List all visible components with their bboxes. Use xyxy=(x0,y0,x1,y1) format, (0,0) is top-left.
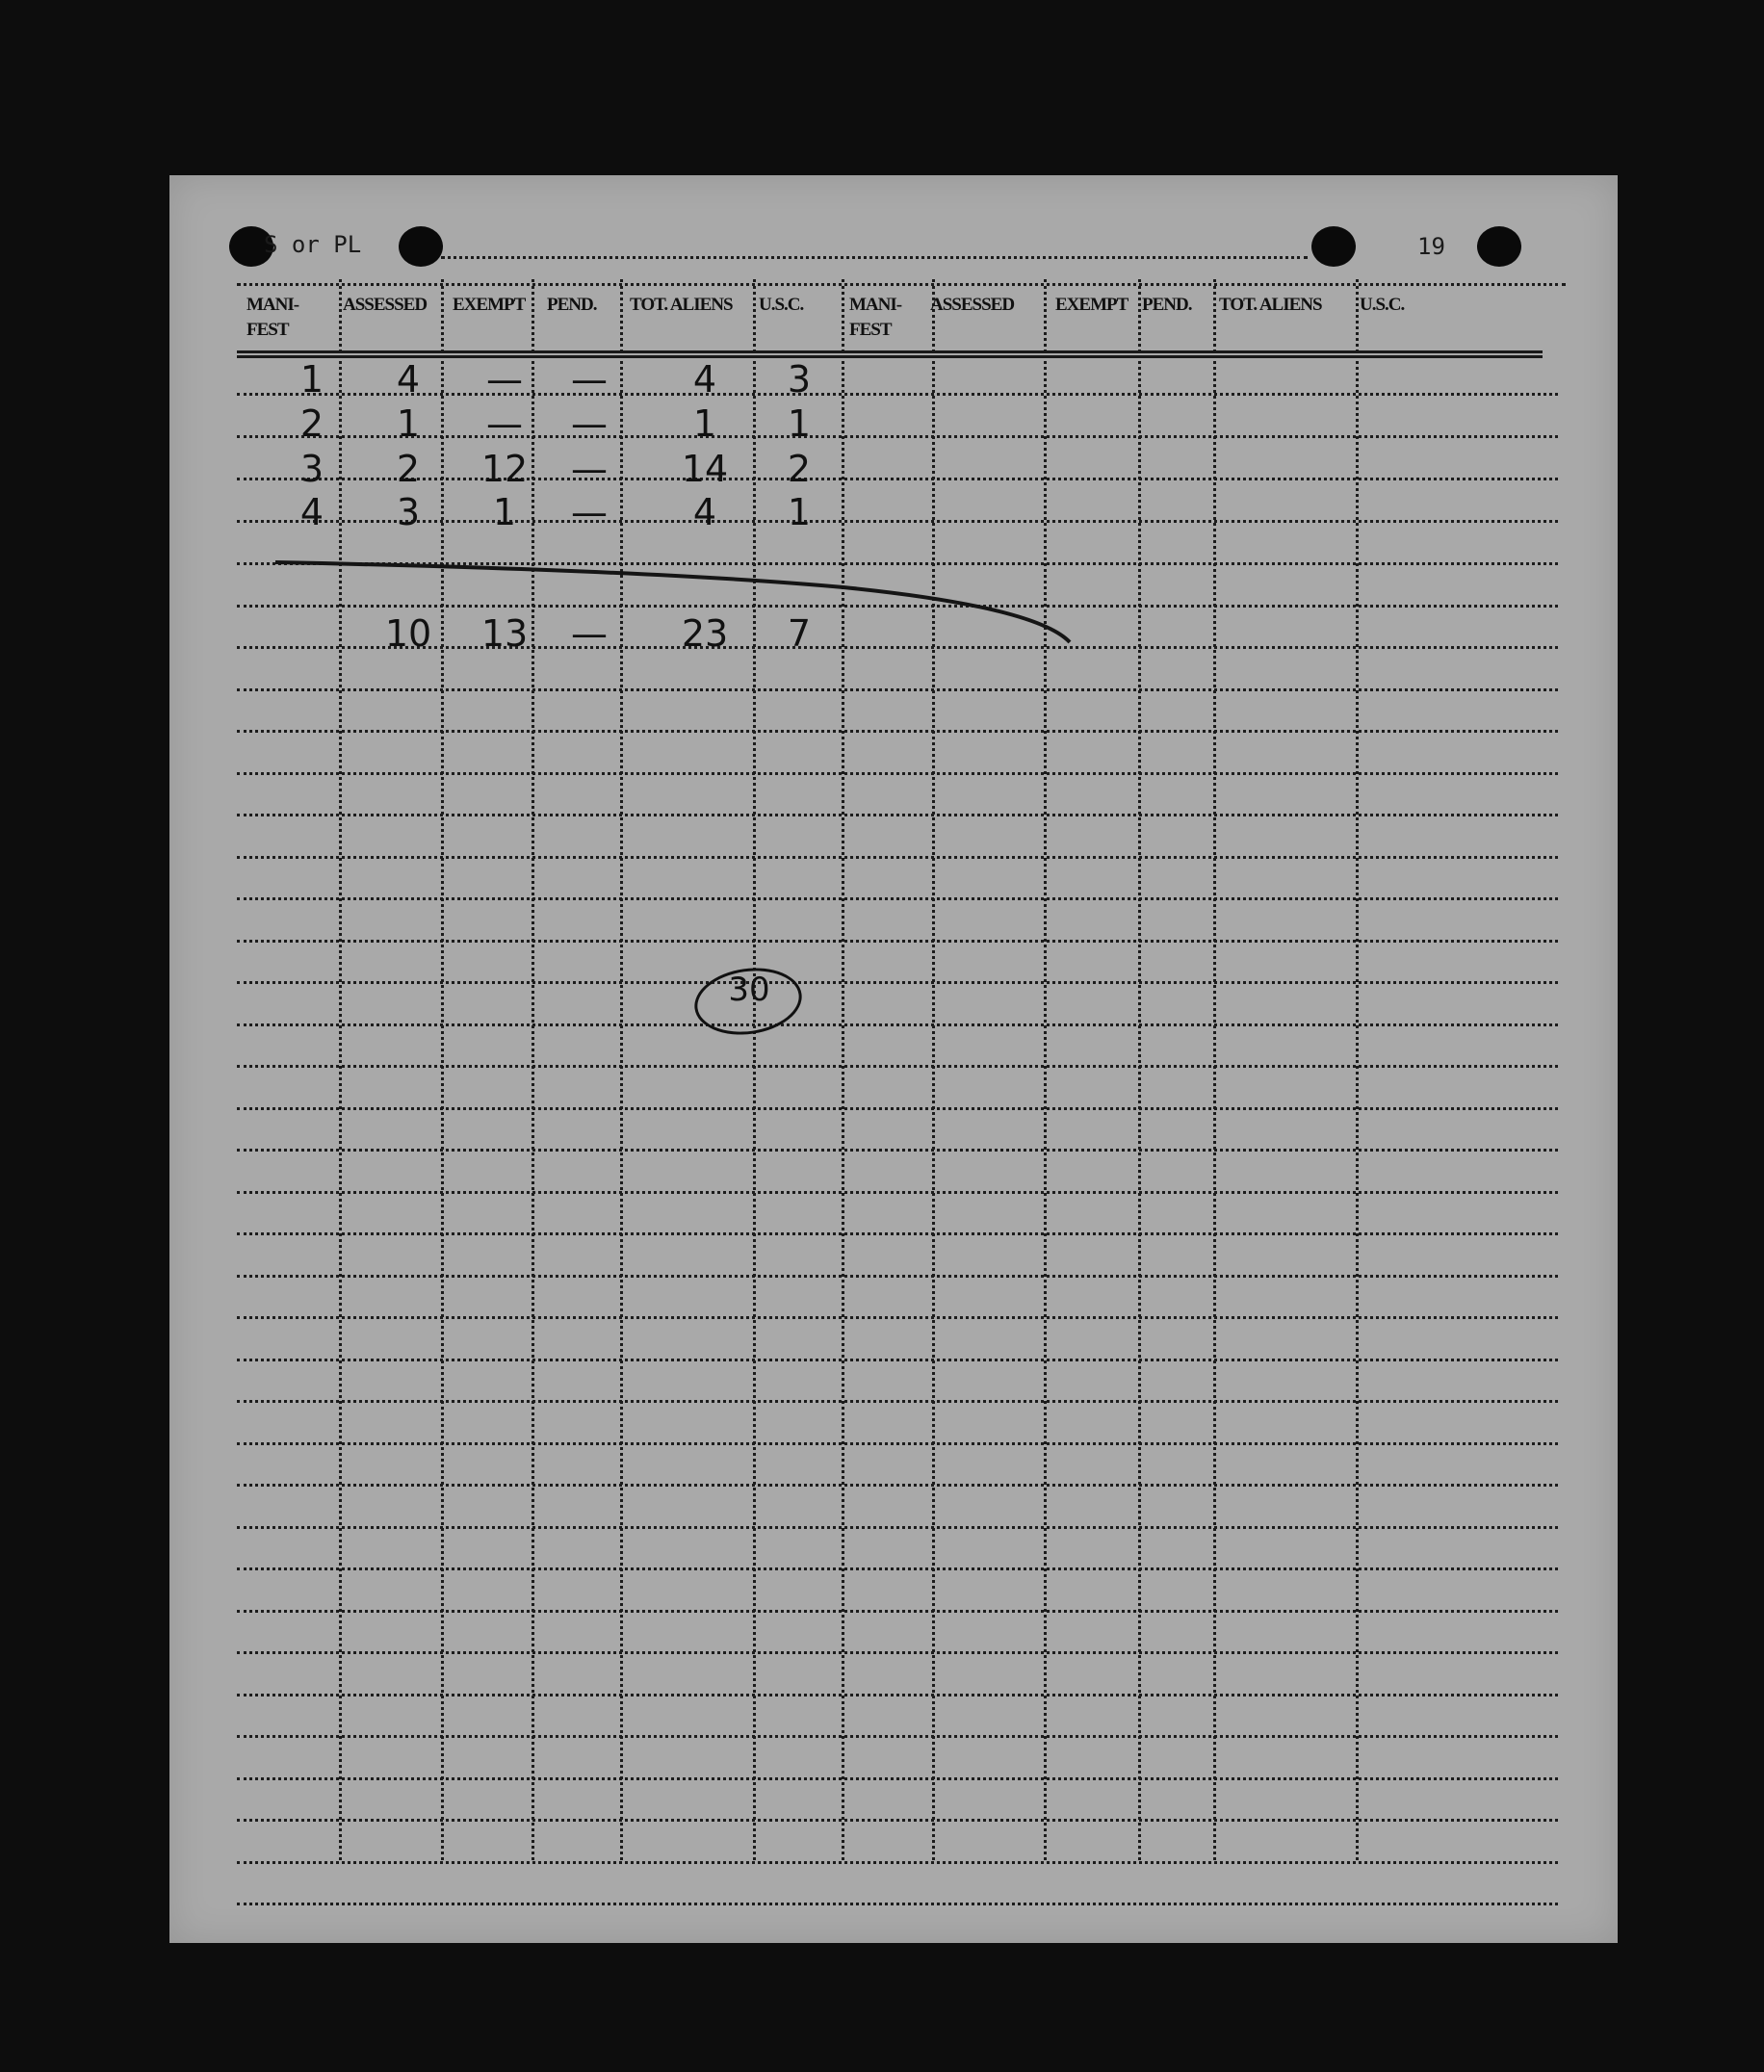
entry-pend: — xyxy=(571,448,608,490)
total-assessed: 10 xyxy=(384,612,432,655)
column-header: MANI- FEST xyxy=(849,295,902,340)
entry-manifest: 4 xyxy=(299,491,324,533)
column-header: EXEMPT xyxy=(453,295,526,315)
entry-usc: 3 xyxy=(787,358,812,401)
entry-usc: 1 xyxy=(787,402,812,445)
column-header: U.S.C. xyxy=(759,295,804,315)
year-label: 19 xyxy=(1417,233,1445,260)
column-header: ASSESSED xyxy=(930,295,1015,315)
entry-assessed: 3 xyxy=(396,491,421,533)
entry-manifest: 2 xyxy=(299,402,324,445)
entry-assessed: 2 xyxy=(396,448,421,490)
column-header: TOT. ALIENS xyxy=(1219,295,1322,315)
entry-usc: 2 xyxy=(787,448,812,490)
total-usc: 7 xyxy=(787,612,812,655)
column-header: EXEMPT xyxy=(1055,295,1128,315)
total-pend: — xyxy=(571,612,608,655)
entry-exempt: — xyxy=(486,402,523,445)
entry-pend: — xyxy=(571,491,608,533)
entry-usc: 1 xyxy=(787,491,812,533)
total-exempt: 13 xyxy=(480,612,529,655)
entry-manifest: 1 xyxy=(299,358,324,401)
column-header: MANI- FEST xyxy=(246,295,299,340)
entry-assessed: 4 xyxy=(396,358,421,401)
entry-exempt: 1 xyxy=(492,491,517,533)
entry-exempt: — xyxy=(486,358,523,401)
column-header: ASSESSED xyxy=(343,295,428,315)
column-header: U.S.C. xyxy=(1360,295,1405,315)
entry-tot-aliens: 1 xyxy=(692,402,717,445)
entry-tot-aliens: 4 xyxy=(692,358,717,401)
grand-total: 30 xyxy=(728,971,770,1009)
entry-pend: — xyxy=(571,402,608,445)
entry-exempt: 12 xyxy=(480,448,529,490)
entry-assessed: 1 xyxy=(396,402,421,445)
total-tot-aliens: 23 xyxy=(681,612,729,655)
total-underline xyxy=(169,175,1618,1943)
ship-label: S or PL xyxy=(264,231,362,258)
entry-pend: — xyxy=(571,358,608,401)
column-header: TOT. ALIENS xyxy=(630,295,733,315)
entry-tot-aliens: 14 xyxy=(681,448,729,490)
form-page xyxy=(169,175,1618,1943)
column-header: PEND. xyxy=(1142,295,1192,315)
column-header: PEND. xyxy=(547,295,597,315)
entry-manifest: 3 xyxy=(299,448,324,490)
entry-tot-aliens: 4 xyxy=(692,491,717,533)
